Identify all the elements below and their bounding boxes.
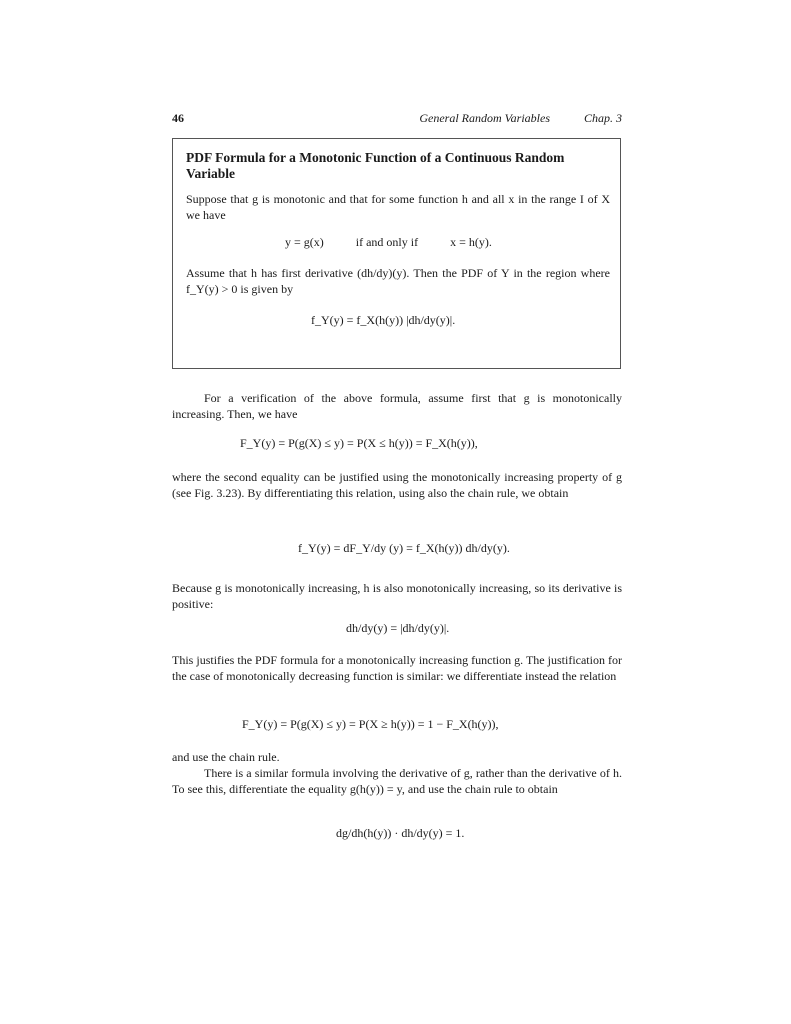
eq1-right: x = h(y). bbox=[450, 235, 492, 249]
page-number: 46 bbox=[172, 111, 184, 125]
box-equation-1 bbox=[285, 235, 492, 250]
running-header bbox=[172, 111, 622, 127]
body-equation-3: dh/dy(y) = |dh/dy(y)|. bbox=[346, 621, 450, 635]
body-paragraph-6: There is a similar formula involving the derivative of g, rather than the derivative of h. To see this, differentiate the equality g(h(y)) = y, and use the chain rule to obtain bbox=[172, 766, 622, 796]
body-paragraph-1: For a verification of the above formula, assume first that g is monotonically increasing. Then, we have bbox=[172, 391, 622, 421]
eq1-left: y = g(x) bbox=[285, 235, 324, 249]
body-equation-2: f_Y(y) = dF_Y/dy (y) = f_X(h(y)) dh/dy(y). bbox=[298, 541, 510, 555]
box-paragraph-1: Suppose that g is monotonic and that for some function h and all x in the range I of X we have bbox=[186, 192, 610, 222]
chapter-label: Chap. 3 bbox=[583, 111, 622, 125]
body-paragraph-3: Because g is monotonically increasing, h is also monotonically increasing, so its derivative is positive: bbox=[172, 581, 622, 611]
body-equation-5: dg/dh(h(y)) · dh/dy(y) = 1. bbox=[336, 826, 465, 840]
body-paragraph-2: where the second equality can be justified using the monotonically increasing property of g (see Fig. 3.23). By differentiating this relation, using also the chain rule, we obtain bbox=[172, 470, 622, 500]
body-equation-1: F_Y(y) = P(g(X) ≤ y) = P(X ≤ h(y)) = F_X(h(y)), bbox=[240, 436, 478, 450]
body-paragraph-4: This justifies the PDF formula for a monotonically increasing function g. The justification for the case of monotonically decreasing function is similar: we differentiate instead the relation bbox=[172, 653, 622, 683]
chapter-title: General Random Variables bbox=[419, 111, 550, 125]
box-paragraph-2: Assume that h has first derivative (dh/dy)(y). Then the PDF of Y in the region where f_Y(y) > 0 is given by bbox=[186, 266, 610, 296]
box-title: PDF Formula for a Monotonic Function of a Continuous Random Variable bbox=[186, 150, 565, 181]
box-equation-2: f_Y(y) = f_X(h(y)) |dh/dy(y)|. bbox=[311, 313, 456, 327]
eq1-mid: if and only if bbox=[355, 235, 419, 249]
summary-box bbox=[172, 138, 621, 369]
body-paragraph-5: and use the chain rule. bbox=[172, 750, 280, 764]
body-equation-4: F_Y(y) = P(g(X) ≤ y) = P(X ≥ h(y)) = 1 − F_X(h(y)), bbox=[242, 717, 499, 731]
